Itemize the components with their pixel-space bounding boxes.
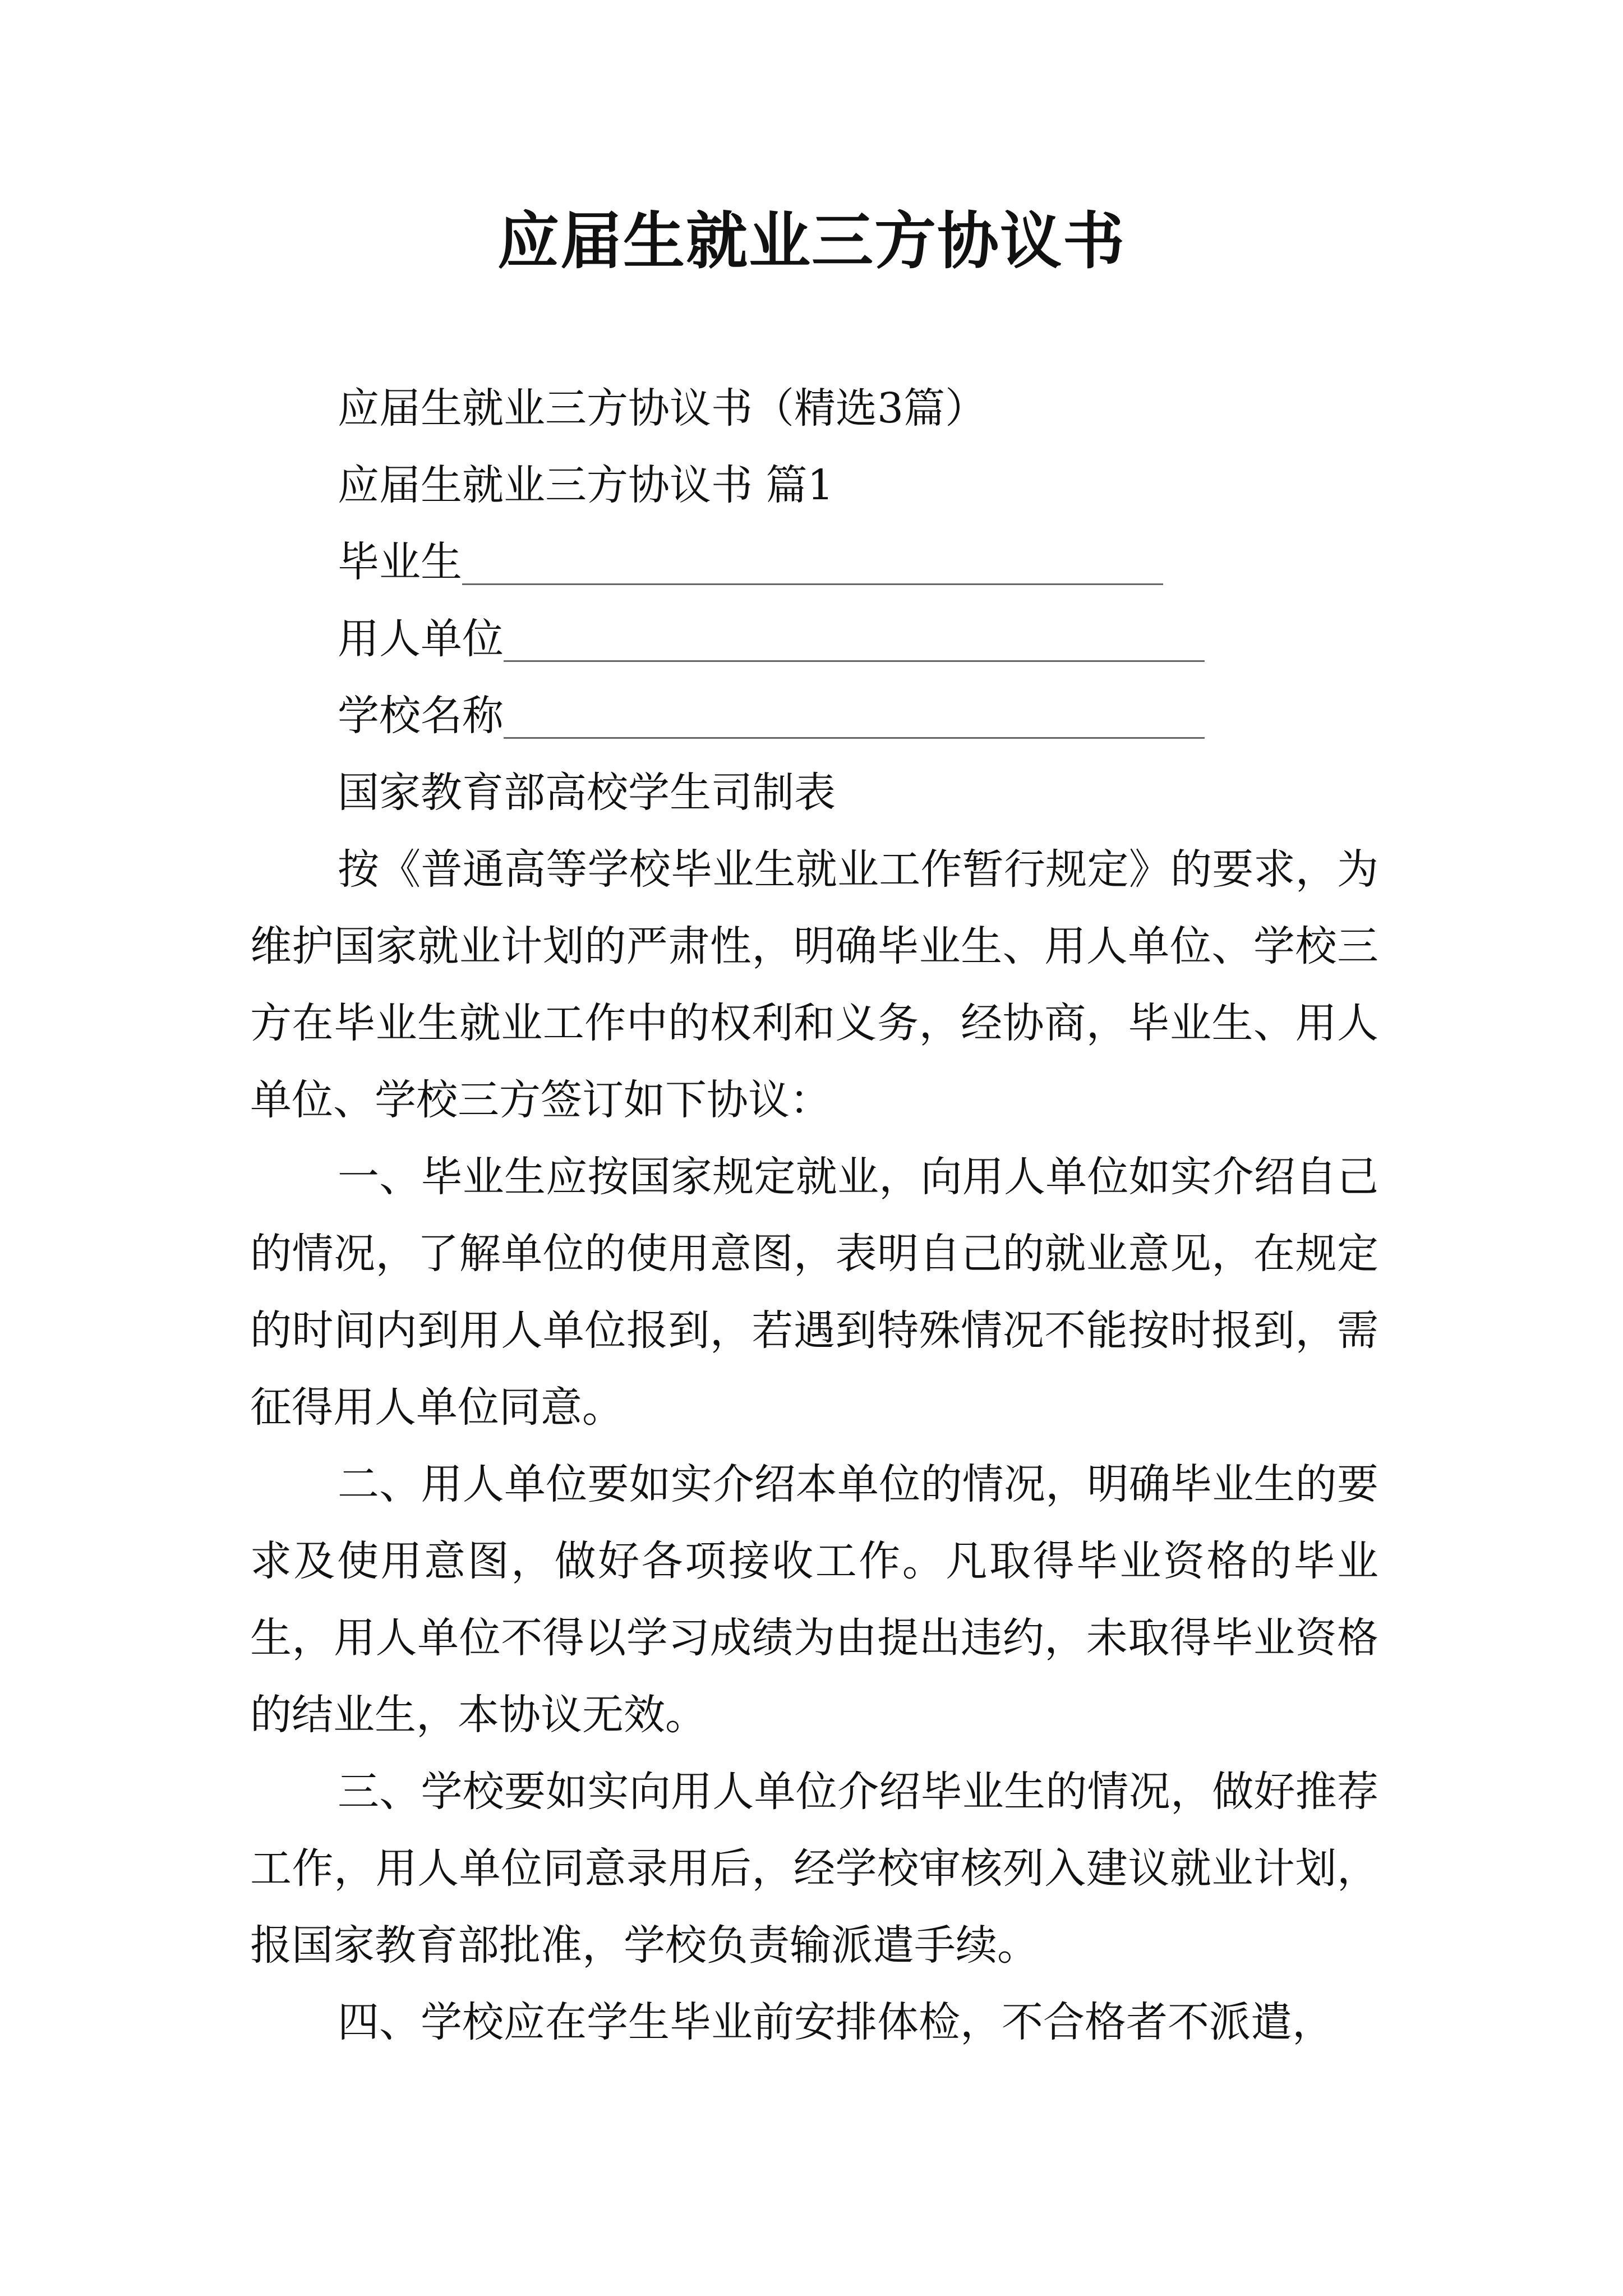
issuer-line: 国家教育部高校学生司制表 <box>338 769 836 817</box>
field-label: 用人单位 <box>338 615 504 663</box>
field-label: 毕业生 <box>338 538 462 586</box>
paragraph-clause-2: 二、用人单位要如实介绍本单位的情况，明确毕业生的要求及使用意图，做好各项接收工作。凡取得毕业资格的毕业生，用人单位不得以学习成绩为由提出违约，未取得毕业资格的结业生，本协议无效。 <box>250 1460 1378 1739</box>
document-body <box>250 370 1378 2061</box>
paragraph-clause-1: 一、毕业生应按国家规定就业，向用人单位如实介绍自己的情况，了解单位的使用意图，表明自己的就业意见，在规定的时间内到用人单位报到，若遇到特殊情况不能按时报到，需征得用人单位同意。 <box>250 1153 1378 1432</box>
paragraph-clause-4: 四、学校应在学生毕业前安排体检，不合格者不派遣， <box>338 1998 1334 2046</box>
document-subtitle: 应届生就业三方协议书（精选3篇） <box>338 384 987 432</box>
field-blank-line <box>504 660 1205 662</box>
field-label: 学校名称 <box>338 692 504 740</box>
field-blank-line <box>504 737 1205 739</box>
field-graduate <box>250 524 1378 601</box>
field-blank-line <box>462 583 1163 585</box>
field-employer <box>250 601 1378 678</box>
field-school <box>250 678 1378 754</box>
section-heading: 应届生就业三方协议书 篇1 <box>338 461 834 509</box>
paragraph-clause-3: 三、学校要如实向用人单位介绍毕业生的情况，做好推荐工作，用人单位同意录用后，经学校审核列入建议就业计划，报国家教育部批准，学校负责输派遣手续。 <box>250 1768 1378 1970</box>
document-title: 应届生就业三方协议书 <box>497 205 1126 277</box>
paragraph-intro: 按《普通高等学校毕业生就业工作暂行规定》的要求，为维护国家就业计划的严肃性，明确毕业生、用人单位、学校三方在毕业生就业工作中的权利和义务，经协商，毕业生、用人单位、学校三方签订如下协议： <box>250 845 1378 1124</box>
